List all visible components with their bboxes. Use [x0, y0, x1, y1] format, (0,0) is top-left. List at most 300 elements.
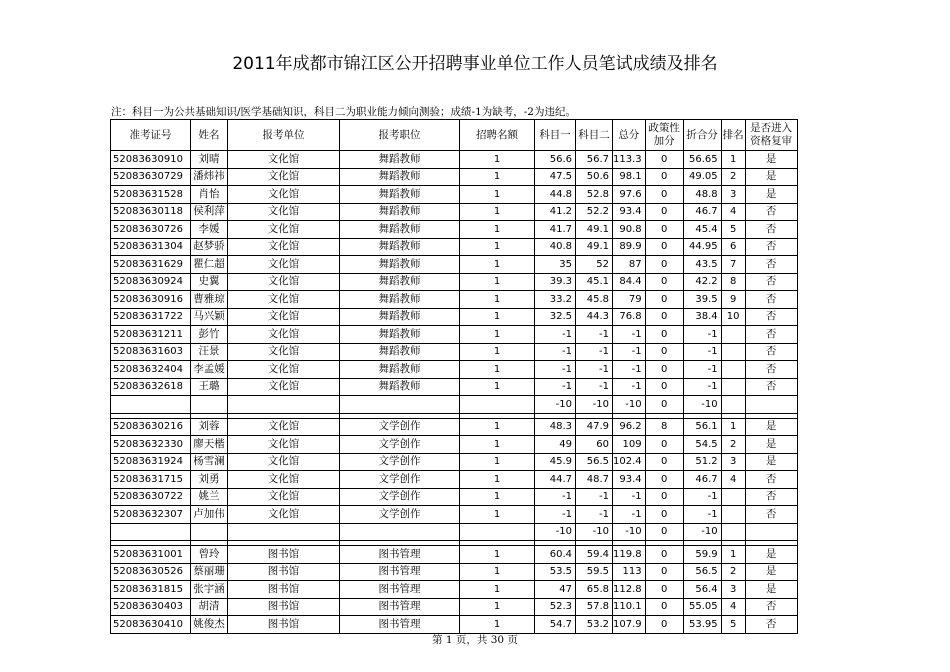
cell-post: 舞蹈教师: [340, 291, 460, 309]
header-review-line1: 是否进入: [750, 122, 793, 134]
cell-converted: -1: [683, 326, 721, 344]
cell-bonus: 0: [645, 168, 683, 186]
cell-quota: 1: [460, 221, 535, 239]
cell-name: 潘炜祎: [191, 168, 228, 186]
cell-rank: 3: [721, 581, 745, 599]
cell-review: 是: [745, 546, 797, 564]
header-converted: 折合分: [683, 120, 721, 151]
cell-post: 文学创作: [340, 471, 460, 489]
cell-review: 是: [745, 453, 797, 471]
cell-converted: 43.5: [683, 256, 721, 274]
cell-id: 52083631001: [111, 546, 191, 564]
cell-subject1: -1: [535, 506, 576, 524]
cell-total: -1: [613, 361, 646, 379]
table-row: [111, 151, 798, 169]
cell-quota: [460, 523, 535, 541]
table-row: [111, 238, 798, 256]
cell-subject2: -10: [576, 523, 613, 541]
cell-post: 舞蹈教师: [340, 238, 460, 256]
cell-id: 52083632618: [111, 378, 191, 396]
cell-name: 胡清: [191, 598, 228, 616]
table-body: [111, 151, 798, 634]
cell-subject1: -1: [535, 361, 576, 379]
cell-quota: 1: [460, 168, 535, 186]
cell-quota: 1: [460, 326, 535, 344]
cell-subject1: -10: [535, 523, 576, 541]
cell-subject1: -1: [535, 378, 576, 396]
cell-bonus: 0: [645, 203, 683, 221]
cell-subject2: 49.1: [576, 221, 613, 239]
table-row: [111, 273, 798, 291]
table-row: [111, 506, 798, 524]
cell-subject2: 47.9: [576, 418, 613, 436]
cell-bonus: 0: [645, 343, 683, 361]
cell-name: 刘勇: [191, 471, 228, 489]
cell-quota: 1: [460, 308, 535, 326]
cell-rank: 1: [721, 151, 745, 169]
header-total: 总分: [613, 120, 646, 151]
cell-total: 96.2: [613, 418, 646, 436]
cell-converted: 45.4: [683, 221, 721, 239]
cell-review: 是: [745, 563, 797, 581]
cell-converted: 56.5: [683, 563, 721, 581]
cell-converted: -1: [683, 378, 721, 396]
cell-total: 84.4: [613, 273, 646, 291]
cell-total: 87: [613, 256, 646, 274]
cell-quota: 1: [460, 343, 535, 361]
cell-review: 否: [745, 291, 797, 309]
cell-subject1: -1: [535, 488, 576, 506]
cell-post: 舞蹈教师: [340, 221, 460, 239]
cell-converted: 48.8: [683, 186, 721, 204]
cell-post: 图书管理: [340, 616, 460, 634]
cell-bonus: 0: [645, 488, 683, 506]
cell-converted: -1: [683, 488, 721, 506]
cell-bonus: 0: [645, 396, 683, 414]
cell-post: 舞蹈教师: [340, 151, 460, 169]
cell-converted: 55.05: [683, 598, 721, 616]
cell-quota: 1: [460, 581, 535, 599]
cell-quota: 1: [460, 563, 535, 581]
cell-quota: [460, 396, 535, 414]
cell-name: 姚兰: [191, 488, 228, 506]
cell-converted: 56.4: [683, 581, 721, 599]
cell-bonus: 0: [645, 563, 683, 581]
cell-total: 107.9: [613, 616, 646, 634]
cell-converted: 59.9: [683, 546, 721, 564]
cell-total: -1: [613, 506, 646, 524]
cell-converted: -1: [683, 343, 721, 361]
header-review: [745, 120, 797, 151]
cell-bonus: 0: [645, 581, 683, 599]
cell-subject2: 60: [576, 436, 613, 454]
cell-rank: 4: [721, 598, 745, 616]
cell-name: 曾玲: [191, 546, 228, 564]
cell-review: [745, 523, 797, 541]
cell-converted: 51.2: [683, 453, 721, 471]
cell-subject1: -10: [535, 396, 576, 414]
cell-quota: 1: [460, 436, 535, 454]
table-row: [111, 343, 798, 361]
header-bonus-line2: 加分: [653, 135, 675, 147]
cell-bonus: 0: [645, 598, 683, 616]
cell-unit: 文化馆: [228, 203, 340, 221]
cell-post: 舞蹈教师: [340, 308, 460, 326]
cell-rank: [721, 378, 745, 396]
cell-id: 52083630403: [111, 598, 191, 616]
table-row: [111, 581, 798, 599]
page-title: 2011年成都市锦江区公开招聘事业单位工作人员笔试成绩及排名: [232, 54, 718, 74]
cell-unit: 文化馆: [228, 273, 340, 291]
cell-quota: 1: [460, 488, 535, 506]
cell-unit: 图书馆: [228, 616, 340, 634]
cell-bonus: 0: [645, 186, 683, 204]
table-row: [111, 616, 798, 634]
cell-review: 是: [745, 418, 797, 436]
cell-review: 否: [745, 471, 797, 489]
cell-quota: 1: [460, 598, 535, 616]
cell-review: 否: [745, 506, 797, 524]
cell-converted: -10: [683, 523, 721, 541]
cell-subject2: 48.7: [576, 471, 613, 489]
cell-review: 否: [745, 488, 797, 506]
cell-post: 舞蹈教师: [340, 326, 460, 344]
cell-unit: 文化馆: [228, 361, 340, 379]
cell-total: -1: [613, 488, 646, 506]
cell-converted: 53.95: [683, 616, 721, 634]
cell-total: -10: [613, 523, 646, 541]
cell-name: 杨雪澜: [191, 453, 228, 471]
cell-quota: 1: [460, 418, 535, 436]
table-row: [111, 436, 798, 454]
cell-subject1: 45.9: [535, 453, 576, 471]
cell-bonus: 0: [645, 273, 683, 291]
cell-subject1: 35: [535, 256, 576, 274]
cell-review: 否: [745, 273, 797, 291]
cell-review: 否: [745, 378, 797, 396]
cell-converted: 54.5: [683, 436, 721, 454]
cell-quota: 1: [460, 256, 535, 274]
cell-post: 舞蹈教师: [340, 273, 460, 291]
cell-rank: 7: [721, 256, 745, 274]
cell-total: -1: [613, 343, 646, 361]
cell-quota: 1: [460, 273, 535, 291]
table-row: [111, 326, 798, 344]
cell-rank: [721, 523, 745, 541]
cell-quota: 1: [460, 186, 535, 204]
cell-subject1: 48.3: [535, 418, 576, 436]
table-header-row: [111, 120, 798, 151]
cell-unit: 文化馆: [228, 488, 340, 506]
cell-name: 李孟媛: [191, 361, 228, 379]
cell-converted: 44.95: [683, 238, 721, 256]
cell-post: 舞蹈教师: [340, 203, 460, 221]
table-row: [111, 361, 798, 379]
cell-subject2: 59.4: [576, 546, 613, 564]
cell-rank: 9: [721, 291, 745, 309]
cell-rank: 5: [721, 221, 745, 239]
header-review-line2: 资格复审: [750, 135, 793, 147]
cell-subject1: 49: [535, 436, 576, 454]
cell-name: 姚俊杰: [191, 616, 228, 634]
cell-subject2: -1: [576, 326, 613, 344]
cell-total: 109: [613, 436, 646, 454]
cell-subject1: 44.7: [535, 471, 576, 489]
cell-rank: 4: [721, 203, 745, 221]
table-row: [111, 256, 798, 274]
table-row: [111, 186, 798, 204]
cell-rank: [721, 326, 745, 344]
table-row: [111, 308, 798, 326]
cell-subject2: 50.6: [576, 168, 613, 186]
cell-subject2: 52: [576, 256, 613, 274]
cell-id: 52083631211: [111, 326, 191, 344]
cell-bonus: 0: [645, 546, 683, 564]
cell-bonus: 0: [645, 256, 683, 274]
cell-name: 瞿仁超: [191, 256, 228, 274]
cell-subject2: 57.8: [576, 598, 613, 616]
cell-unit: 文化馆: [228, 506, 340, 524]
cell-subject1: 44.8: [535, 186, 576, 204]
cell-id: 52083630410: [111, 616, 191, 634]
cell-bonus: 0: [645, 308, 683, 326]
cell-quota: 1: [460, 546, 535, 564]
table-row: [111, 203, 798, 221]
table-row: [111, 471, 798, 489]
cell-id: 52083630526: [111, 563, 191, 581]
cell-review: 是: [745, 168, 797, 186]
cell-review: 否: [745, 361, 797, 379]
cell-total: -1: [613, 326, 646, 344]
cell-rank: 10: [721, 308, 745, 326]
cell-rank: 2: [721, 436, 745, 454]
table-row: [111, 418, 798, 436]
cell-converted: -1: [683, 361, 721, 379]
cell-subject2: 52.8: [576, 186, 613, 204]
cell-name: 汪景: [191, 343, 228, 361]
cell-name: 刘晴: [191, 151, 228, 169]
cell-post: 文学创作: [340, 488, 460, 506]
cell-unit: 文化馆: [228, 326, 340, 344]
cell-post: 文学创作: [340, 418, 460, 436]
cell-id: [111, 396, 191, 414]
cell-id: [111, 523, 191, 541]
cell-unit: 图书馆: [228, 581, 340, 599]
cell-unit: 文化馆: [228, 418, 340, 436]
cell-review: 否: [745, 616, 797, 634]
cell-bonus: 0: [645, 361, 683, 379]
cell-subject2: 53.2: [576, 616, 613, 634]
cell-total: 93.4: [613, 471, 646, 489]
cell-id: 52083630910: [111, 151, 191, 169]
cell-id: 52083631603: [111, 343, 191, 361]
cell-id: 52083631722: [111, 308, 191, 326]
cell-subject2: -1: [576, 378, 613, 396]
cell-converted: 49.05: [683, 168, 721, 186]
cell-name: 王璐: [191, 378, 228, 396]
cell-id: 52083631629: [111, 256, 191, 274]
cell-subject1: 39.3: [535, 273, 576, 291]
cell-unit: 文化馆: [228, 453, 340, 471]
cell-id: 52083631924: [111, 453, 191, 471]
cell-name: 曹雅琼: [191, 291, 228, 309]
cell-review: [745, 396, 797, 414]
cell-unit: 文化馆: [228, 378, 340, 396]
cell-subject2: 52.2: [576, 203, 613, 221]
table-row: [111, 221, 798, 239]
cell-subject2: 56.7: [576, 151, 613, 169]
cell-rank: [721, 506, 745, 524]
cell-subject2: 56.5: [576, 453, 613, 471]
cell-subject2: 65.8: [576, 581, 613, 599]
header-post: 报考职位: [340, 120, 460, 151]
cell-rank: [721, 488, 745, 506]
cell-id: 52083632404: [111, 361, 191, 379]
cell-total: 112.8: [613, 581, 646, 599]
cell-post: 图书管理: [340, 598, 460, 616]
cell-post: 舞蹈教师: [340, 168, 460, 186]
cell-post: 舞蹈教师: [340, 256, 460, 274]
cell-unit: 文化馆: [228, 256, 340, 274]
cell-name: 马兴颖: [191, 308, 228, 326]
header-id: 准考证号: [111, 120, 191, 151]
cell-rank: 1: [721, 418, 745, 436]
cell-total: -1: [613, 378, 646, 396]
cell-bonus: 0: [645, 506, 683, 524]
cell-review: 否: [745, 203, 797, 221]
cell-id: 52083630216: [111, 418, 191, 436]
cell-bonus: 0: [645, 471, 683, 489]
table-row: [111, 598, 798, 616]
cell-total: 113.3: [613, 151, 646, 169]
cell-rank: 2: [721, 563, 745, 581]
cell-converted: 42.2: [683, 273, 721, 291]
cell-bonus: 8: [645, 418, 683, 436]
cell-name: 侯利萍: [191, 203, 228, 221]
cell-subject2: 45.8: [576, 291, 613, 309]
cell-name: 肖怡: [191, 186, 228, 204]
header-subject1: 科目一: [535, 120, 576, 151]
cell-subject1: 47: [535, 581, 576, 599]
cell-subject2: 59.5: [576, 563, 613, 581]
cell-bonus: 0: [645, 291, 683, 309]
header-name: 姓名: [191, 120, 228, 151]
cell-name: 李媛: [191, 221, 228, 239]
cell-id: 52083630726: [111, 221, 191, 239]
cell-post: [340, 523, 460, 541]
cell-bonus: 0: [645, 523, 683, 541]
cell-unit: 文化馆: [228, 436, 340, 454]
cell-total: 89.9: [613, 238, 646, 256]
cell-name: [191, 396, 228, 414]
cell-name: 刘蓉: [191, 418, 228, 436]
cell-subject1: 33.2: [535, 291, 576, 309]
cell-converted: -1: [683, 506, 721, 524]
header-bonus: [645, 120, 683, 151]
cell-name: 赵梦骄: [191, 238, 228, 256]
note-text: 注：科目一为公共基础知识/医学基础知识，科目二为职业能力倾向测验；成绩-1为缺考，-2为违纪。: [111, 106, 576, 118]
header-subject2: 科目二: [576, 120, 613, 151]
cell-review: 否: [745, 343, 797, 361]
cell-name: 蔡丽珊: [191, 563, 228, 581]
cell-quota: 1: [460, 378, 535, 396]
cell-subject1: 41.7: [535, 221, 576, 239]
table-row: [111, 378, 798, 396]
cell-post: 图书管理: [340, 581, 460, 599]
cell-name: 彭竹: [191, 326, 228, 344]
cell-review: 否: [745, 256, 797, 274]
cell-converted: 38.4: [683, 308, 721, 326]
cell-subject1: 47.5: [535, 168, 576, 186]
cell-name: 史翼: [191, 273, 228, 291]
header-unit: 报考单位: [228, 120, 340, 151]
cell-converted: 56.65: [683, 151, 721, 169]
cell-bonus: 0: [645, 221, 683, 239]
cell-subject1: 40.8: [535, 238, 576, 256]
cell-post: 舞蹈教师: [340, 361, 460, 379]
cell-total: 113: [613, 563, 646, 581]
cell-total: 93.4: [613, 203, 646, 221]
cell-subject2: 44.3: [576, 308, 613, 326]
cell-quota: 1: [460, 506, 535, 524]
cell-bonus: 0: [645, 238, 683, 256]
cell-id: 52083632330: [111, 436, 191, 454]
cell-rank: 3: [721, 186, 745, 204]
cell-review: 否: [745, 598, 797, 616]
cell-rank: 2: [721, 168, 745, 186]
header-bonus-line1: 政策性: [648, 122, 680, 134]
cell-rank: [721, 343, 745, 361]
cell-unit: 图书馆: [228, 598, 340, 616]
page-footer: 第 1 页，共 30 页: [432, 634, 518, 646]
cell-subject1: 60.4: [535, 546, 576, 564]
cell-subject1: 53.5: [535, 563, 576, 581]
cell-name: [191, 523, 228, 541]
cell-quota: 1: [460, 291, 535, 309]
cell-id: 52083630722: [111, 488, 191, 506]
cell-subject2: 45.1: [576, 273, 613, 291]
cell-unit: 文化馆: [228, 151, 340, 169]
cell-id: 52083631528: [111, 186, 191, 204]
cell-post: 舞蹈教师: [340, 343, 460, 361]
cell-converted: 56.1: [683, 418, 721, 436]
table-row: [111, 546, 798, 564]
cell-total: 119.8: [613, 546, 646, 564]
cell-unit: 文化馆: [228, 291, 340, 309]
cell-converted: 46.7: [683, 203, 721, 221]
cell-subject2: -1: [576, 506, 613, 524]
cell-unit: 文化馆: [228, 186, 340, 204]
table-row: [111, 396, 798, 414]
cell-converted: 39.5: [683, 291, 721, 309]
cell-subject2: -1: [576, 361, 613, 379]
cell-id: 52083630916: [111, 291, 191, 309]
cell-subject2: -10: [576, 396, 613, 414]
cell-review: 是: [745, 436, 797, 454]
cell-unit: 文化馆: [228, 343, 340, 361]
score-table: [110, 119, 798, 634]
cell-quota: 1: [460, 238, 535, 256]
cell-name: 廖天楷: [191, 436, 228, 454]
cell-total: 102.4: [613, 453, 646, 471]
cell-unit: 文化馆: [228, 308, 340, 326]
header-rank: 排名: [721, 120, 745, 151]
cell-bonus: 0: [645, 151, 683, 169]
cell-post: 图书管理: [340, 563, 460, 581]
cell-subject2: 49.1: [576, 238, 613, 256]
cell-subject1: -1: [535, 326, 576, 344]
cell-post: 图书管理: [340, 546, 460, 564]
